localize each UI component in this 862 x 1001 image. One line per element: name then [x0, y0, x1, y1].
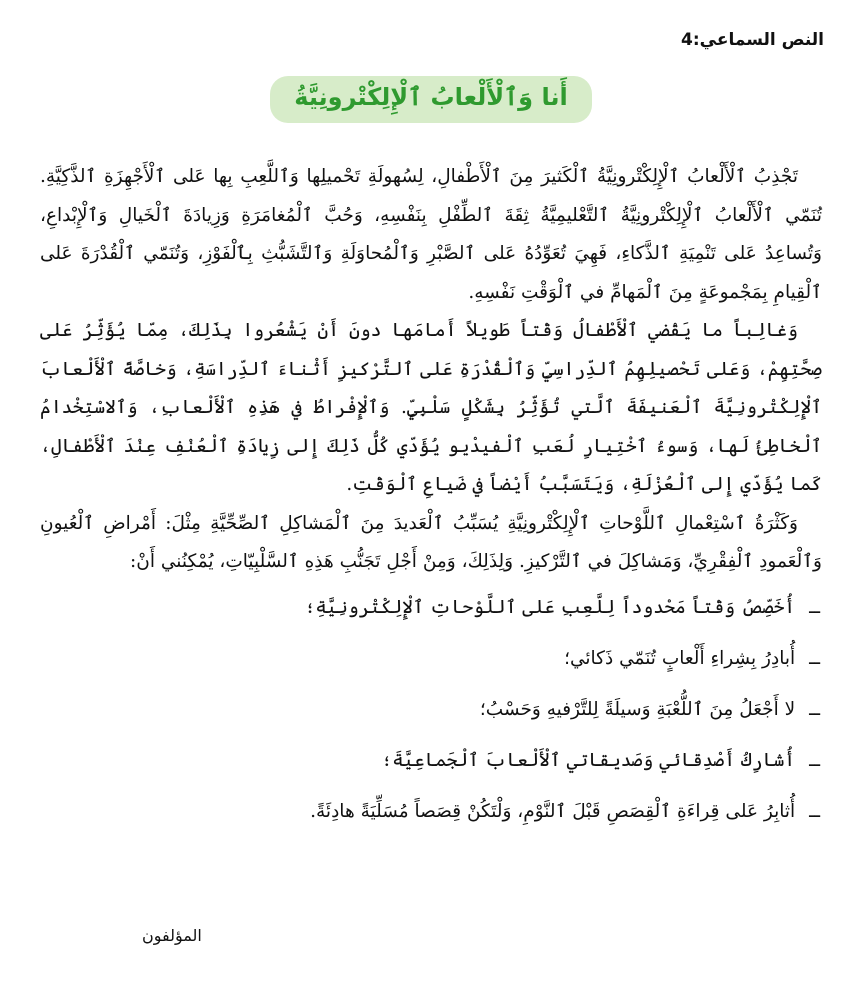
list-item: [40, 582, 822, 633]
list-item-text: أُخَصِّصُ وَقْتاً مَحْدوداً لِلَّعِبِ عَلى ٱللَّوْحاتِ ٱلْإِلِكْتْرونِيَّةِ؛: [304, 596, 796, 618]
dash-marker: ــ: [809, 800, 820, 822]
list-item: [40, 786, 822, 837]
advice-list: [40, 582, 822, 837]
paragraph-2: وَغالِباً ما يَقْضي ٱلْأَطْفالُ وَقْتاً طَويلاً أَمامَها دونَ أَنْ يَشْعُروا بِذَلِكَ، مِمّا يُؤَثِّرُ عَلى صِحَّتِهِمْ، وَعَلى تَحْصيلِهِمُ ٱلدِّراسِيِّ وَٱلْقُدْرَةِ عَلى ٱلتَّرْكيزِ أَثْناءَ ٱلدِّراسَةِ، وَخاصَّةً ٱلْأَلْعابَ ٱلْإِلِكْتْرونِيَّةَ ٱلْعَنيفَةَ ٱلَّتي تُؤَثِّرُ بِشَكْلٍ سَلْبِيٍّ. وَٱلْإِفْراطُ في هَذِهِ ٱلْأَلْعابِ، وَٱلاسْتِخْدامُ ٱلْخاطِئُ لَها، وَسوءُ ٱخْتِيارِ لُعَبِ ٱلْفيدْيو يُؤَدّي كُلُّ ذَلِكَ إِلى زِيادَةِ ٱلْعُنْفِ عِنْدَ ٱلْأَطْفالِ، كَما يُؤَدّي إِلى ٱلْعُزْلَةِ، وَيَتَسَبَّبُ أَيْضاً في ضَياعِ ٱلْوَقْتِ.: [40, 320, 822, 495]
dash-marker: ــ: [809, 647, 820, 669]
paragraph-1: تَجْذِبُ ٱلْأَلْعابُ ٱلْإِلِكْتْرونِيَّةُ ٱلْكَثيرَ مِنَ ٱلْأَطْفالِ، لِسُهولَةِ تَحْميلِها وَٱللَّعِبِ بِها عَلى ٱلْأَجْهِزَةِ ٱلذَّكِيَّةِ. تُنَمّي ٱلْأَلْعابُ ٱلْإِلِكْتْرونِيَّةُ ٱلتَّعْليمِيَّةُ ثِقَةَ ٱلطِّفْلِ بِنَفْسِهِ، وَحُبَّ ٱلْمُغامَرَةِ وَزِيادَةَ ٱلْخَيالِ وَٱلْإِبْداعِ، وَتُساعِدُ عَلى تَنْمِيَةِ ٱلذَّكاءِ، فَهِيَ تُعَوِّدُهُ عَلى ٱلصَّبْرِ وَٱلْمُحاوَلَةِ وَٱلتَّشَبُّثِ بِٱلْفَوْزِ، وَتُنَمّي ٱلْقُدْرَةَ عَلى ٱلْقِيامِ بِمَجْموعَةٍ مِنَ ٱلْمَهامِّ في ٱلْوَقْتِ نَفْسِهِ.: [40, 166, 822, 303]
list-item: [40, 633, 822, 684]
list-item-text: أُبادِرُ بِشِراءِ أَلْعابٍ تُنَمّي ذَكائي؛: [564, 647, 796, 669]
list-item-text: أُشارِكُ أَصْدِقائي وَصَديقاتي ٱلْأَلْعابَ ٱلْجَماعِيَّةَ؛: [381, 749, 796, 771]
list-item-text: أُثابِرُ عَلى قِراءَةِ ٱلْقِصَصِ قَبْلَ ٱلنَّوْمِ، وَلْتَكُنْ قِصَصاً مُسَلِّيَةً هادِئَةً.: [310, 800, 796, 822]
title-container: [0, 76, 862, 123]
dash-marker: ــ: [809, 749, 820, 771]
dash-marker: ــ: [809, 698, 820, 720]
list-item-text: لا أَجْعَلُ مِنَ ٱللُّعْبَةِ وَسيلَةً لِلتَّرْفيهِ وَحَسْبُ؛: [479, 698, 796, 720]
section-label: النص السماعي:4: [680, 30, 824, 50]
list-item: [40, 684, 822, 735]
list-item: [40, 735, 822, 786]
dash-marker: ــ: [809, 596, 820, 618]
author-credit: المؤلفون: [142, 926, 202, 945]
paragraph-3: وَكَثْرَةُ ٱسْتِعْمالِ ٱللَّوْحاتِ ٱلْإِلِكْتْرونِيَّةِ يُسَبِّبُ ٱلْعَديدَ مِنَ ٱلْمَشاكِلِ ٱلصِّحِّيَّةِ مِثْلَ: أَمْراضِ ٱلْعُيونِ وَٱلْعَمودِ ٱلْفِقْرِيِّ، وَمَشاكِلَ في ٱلتَّرْكيزِ. وَلِذَلِكَ، وَمِنْ أَجْلِ تَجَنُّبِ هَذِهِ ٱلسَّلْبِيّاتِ، يُمْكِنُني أَنْ:: [40, 512, 822, 572]
text-title: أَنا وَٱلْأَلْعابُ ٱلْإِلِكْتْرونِيَّةُ: [270, 76, 591, 123]
text-body: [40, 158, 822, 837]
